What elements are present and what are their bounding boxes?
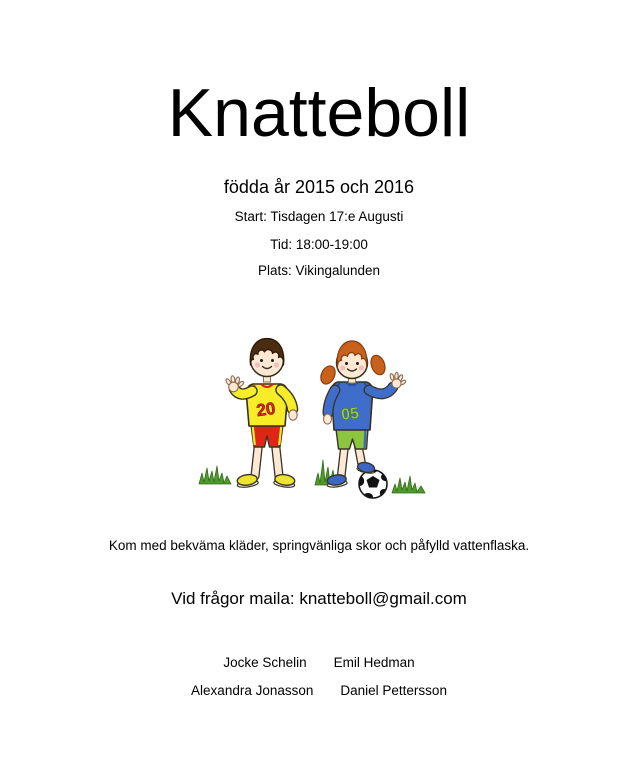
organizers-row-1 (0, 656, 638, 670)
organizer-name: Emil Hedman (333, 655, 415, 670)
detail-start-date: Start: Tisdagen 17:e Augusti (234, 209, 404, 224)
organizer-name: Alexandra Jonasson (191, 683, 314, 698)
subtitle-birth-years: födda år 2015 och 2016 (223, 177, 415, 197)
organizer-name: Daniel Pettersson (340, 683, 447, 698)
page-title: Knatteboll (167, 75, 471, 151)
detail-place: Plats: Vikingalunden (257, 263, 381, 278)
detail-time: Tid: 18:00-19:00 (270, 237, 368, 252)
boy-jersey-number: 20 (255, 398, 277, 421)
organizer-name: Jocke Schelin (223, 655, 307, 670)
kids-soccer-clipart (189, 318, 449, 508)
contact-line: Vid frågor maila: knatteboll@gmail.com (171, 589, 467, 608)
organizers-row-2 (0, 684, 638, 698)
girl-figure (318, 341, 406, 501)
girl-jersey-number: 05 (340, 405, 360, 424)
girl-open-hand (389, 372, 406, 388)
grass-tufts (199, 460, 425, 493)
note-line: Kom med bekväma kläder, springvänliga skor och påfylld vattenflaska. (108, 538, 530, 553)
boy-figure (225, 339, 297, 489)
